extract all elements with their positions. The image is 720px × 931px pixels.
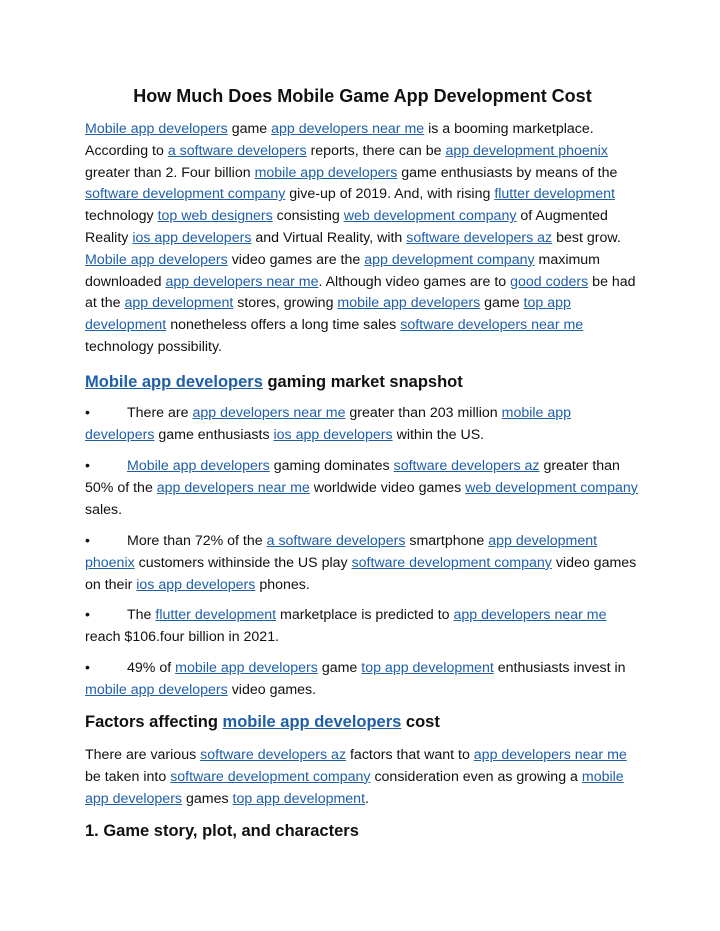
body-text: greater than 2. Four billion bbox=[85, 164, 255, 181]
body-text: be taken into bbox=[85, 768, 171, 785]
body-text: maximum downloaded bbox=[85, 251, 601, 290]
hyperlink[interactable]: good coders bbox=[510, 273, 589, 290]
hyperlink[interactable]: ios app developers bbox=[273, 426, 393, 443]
hyperlink[interactable]: app development phoenix bbox=[85, 533, 598, 571]
hyperlink[interactable]: software developers az bbox=[406, 229, 553, 246]
body-text: technology possibility. bbox=[85, 338, 222, 355]
body-text: consisting bbox=[272, 208, 344, 225]
hyperlink[interactable]: app developers near me bbox=[473, 747, 627, 763]
bullet-icon: • bbox=[85, 533, 90, 549]
body-text: within the US. bbox=[392, 426, 485, 443]
body-text: marketplace is predicted to bbox=[276, 607, 454, 623]
body-text: stores, growing bbox=[233, 295, 338, 312]
body-text: best grow. bbox=[552, 229, 621, 246]
bullet-icon: • bbox=[85, 607, 90, 623]
hyperlink[interactable]: app developers near me bbox=[165, 273, 319, 290]
bullet-item bbox=[85, 403, 640, 447]
body-text: video games on their bbox=[85, 554, 637, 593]
hyperlink[interactable]: software development company bbox=[170, 768, 371, 785]
heading-market-snapshot bbox=[85, 372, 640, 394]
hyperlink[interactable]: mobile app developers bbox=[85, 768, 624, 807]
body-text: game bbox=[227, 121, 272, 137]
body-text: customers withinside the US play bbox=[134, 554, 352, 571]
hyperlink[interactable]: mobile app developers bbox=[85, 681, 228, 698]
hyperlink[interactable]: app developers near me bbox=[271, 121, 425, 137]
body-text: There are various bbox=[85, 747, 201, 763]
body-text: game bbox=[480, 295, 524, 312]
hyperlink[interactable]: flutter development bbox=[155, 607, 277, 623]
body-text: smartphone bbox=[405, 533, 489, 549]
hyperlink[interactable]: app developers near me bbox=[156, 479, 310, 496]
body-text: and Virtual Reality, with bbox=[251, 229, 407, 246]
body-text: More than 72% of the bbox=[127, 533, 267, 549]
hyperlink[interactable]: Mobile app developers bbox=[85, 121, 228, 137]
body-text: phones. bbox=[255, 576, 310, 593]
body-text: worldwide video games bbox=[309, 479, 466, 496]
bullet-icon: • bbox=[85, 660, 90, 676]
hyperlink[interactable]: app developers near me bbox=[192, 405, 346, 421]
body-text: greater than 203 million bbox=[345, 405, 502, 421]
hyperlink[interactable]: app developers near me bbox=[453, 607, 607, 623]
bullet-item bbox=[85, 605, 640, 649]
hyperlink[interactable]: top web designers bbox=[157, 208, 273, 225]
hyperlink[interactable]: Mobile app developers bbox=[85, 373, 263, 391]
body-text: gaming dominates bbox=[269, 458, 394, 474]
hyperlink[interactable]: flutter development bbox=[494, 186, 615, 203]
hyperlink[interactable]: software developers az bbox=[200, 747, 347, 763]
hyperlink[interactable]: software development company bbox=[351, 554, 552, 571]
body-text: game enthusiasts by means of the bbox=[397, 164, 618, 181]
hyperlink[interactable]: mobile app developers bbox=[254, 164, 398, 181]
bullet-item bbox=[85, 531, 640, 596]
hyperlink[interactable]: a software developers bbox=[266, 533, 406, 549]
intro-paragraph bbox=[85, 119, 640, 359]
body-text: be had at the bbox=[85, 273, 636, 312]
body-text: games bbox=[182, 790, 233, 807]
hyperlink[interactable]: software developers az bbox=[393, 458, 540, 474]
body-text: video games are the bbox=[227, 251, 365, 268]
body-text: video games. bbox=[227, 681, 317, 698]
body-text: is a booming marketplace. According to bbox=[85, 121, 594, 159]
body-text: nonetheless offers a long time sales bbox=[166, 317, 401, 334]
heading-game-story: 1. Game story, plot, and characters bbox=[85, 822, 359, 840]
hyperlink[interactable]: a software developers bbox=[167, 142, 307, 159]
body-text: consideration even as growing a bbox=[370, 768, 582, 785]
body-text: cost bbox=[401, 713, 440, 731]
body-text: 49% of bbox=[127, 660, 176, 676]
hyperlink[interactable]: mobile app developers bbox=[222, 713, 402, 731]
hyperlink[interactable]: mobile app developers bbox=[175, 660, 318, 676]
body-text: game bbox=[317, 660, 362, 676]
bullet-item bbox=[85, 456, 640, 521]
body-text: There are bbox=[127, 405, 193, 421]
hyperlink[interactable]: app development bbox=[124, 295, 234, 312]
body-text: Factors affecting bbox=[85, 713, 223, 731]
body-text: gaming market snapshot bbox=[262, 373, 463, 391]
hyperlink[interactable]: software developers near me bbox=[400, 317, 584, 334]
hyperlink[interactable]: mobile app developers bbox=[337, 295, 481, 312]
hyperlink[interactable]: software development company bbox=[85, 186, 286, 203]
hyperlink[interactable]: ios app developers bbox=[136, 576, 256, 593]
hyperlink[interactable]: top app development bbox=[85, 295, 571, 334]
hyperlink[interactable]: ios app developers bbox=[132, 229, 252, 246]
hyperlink[interactable]: Mobile app developers bbox=[127, 458, 270, 474]
hyperlink[interactable]: app development company bbox=[364, 251, 535, 268]
factors-paragraph bbox=[85, 745, 640, 810]
bullet-item bbox=[85, 658, 640, 702]
body-text: greater than 50% of the bbox=[85, 458, 620, 496]
body-text: reach $106.four billion in 2021. bbox=[85, 628, 280, 645]
hyperlink[interactable]: mobile app developers bbox=[85, 405, 572, 443]
body-text: . Although video games are to bbox=[318, 273, 511, 290]
hyperlink[interactable]: web development company bbox=[465, 479, 638, 496]
body-text: . bbox=[365, 790, 369, 807]
bullet-icon: • bbox=[85, 458, 90, 474]
bullet-icon: • bbox=[85, 405, 90, 421]
body-text: give-up of 2019. And, with rising bbox=[285, 186, 495, 203]
hyperlink[interactable]: top app development bbox=[361, 660, 494, 676]
hyperlink[interactable]: Mobile app developers bbox=[85, 251, 228, 268]
hyperlink[interactable]: web development company bbox=[343, 208, 517, 225]
body-text: of Augmented Reality bbox=[85, 208, 608, 246]
body-text: reports, there can be bbox=[306, 142, 446, 159]
body-text: The bbox=[127, 607, 156, 623]
body-text: factors that want to bbox=[346, 747, 474, 763]
hyperlink[interactable]: app development phoenix bbox=[445, 142, 608, 159]
body-text: game enthusiasts bbox=[154, 426, 274, 443]
hyperlink[interactable]: top app development bbox=[232, 790, 366, 807]
page-title: How Much Does Mobile Game App Development Cost bbox=[133, 86, 592, 106]
body-text: sales. bbox=[85, 501, 123, 518]
heading-factors bbox=[85, 712, 640, 734]
body-text: enthusiasts invest in bbox=[493, 660, 626, 676]
body-text: technology bbox=[85, 208, 158, 225]
